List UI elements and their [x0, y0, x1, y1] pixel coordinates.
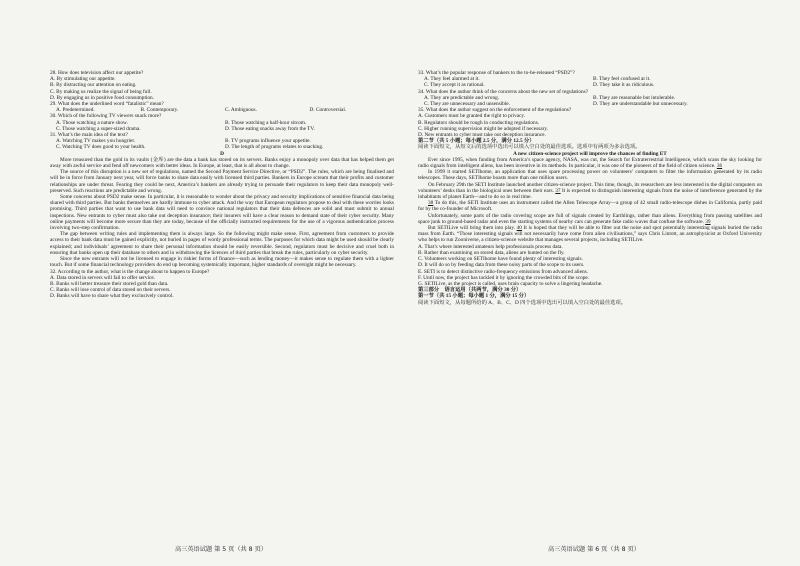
- question-28-option-b: B. By distracting our attention on eating.: [50, 82, 137, 89]
- question-29-option-c: C. Ambiguous.: [225, 107, 257, 114]
- et-paragraph-2-text: In 1999 it started SETIhome, an application that uses spare processing power on volunteers’ computers to filter the information generated by its radio telescopes. These days, SETIhome boasts more than one million users.: [418, 169, 762, 182]
- et-option-g: G. SETILive, as the project is called, uses brain capacity to solve a lingering headache.: [418, 280, 603, 287]
- question-32-option-c: C. Banks will lose control of data stored on their servers.: [50, 287, 171, 294]
- passage-d-heading: D: [220, 150, 224, 157]
- question-28-option-d: D. By engaging us in positive food consumption.: [50, 94, 155, 101]
- et-paragraph-2: [418, 169, 762, 181]
- question-28-stem: 28. How does television affect our appetite?: [50, 70, 144, 76]
- question-33-options-cd: [424, 82, 762, 88]
- question-34-option-a: A. They are predictable and wrong.: [424, 94, 500, 101]
- question-31-stem: 31. What’s the main idea of the text?: [50, 132, 128, 139]
- et-paragraph-6-text-b: It is hoped that they will be able to filter out the noise and spot potentially interesting signals buried the radio mass from Earth. “Those interesting signals will not necessarily have come from alien civilisations,” says Chris Lintott, an astrophysicist at Oxford University who helps to run Zooniverse, a citizen-science website that manages several projects, including SETILive.: [418, 225, 762, 244]
- question-32-option-d: D. Banks will have to share what they exclusively control.: [50, 293, 174, 300]
- question-29-option-b: B. Contemporary.: [140, 107, 179, 114]
- question-31-option-c: C. Watching TV does good to your health.: [56, 144, 146, 151]
- et-paragraph-3: [418, 182, 762, 201]
- question-35-option-d: D. New entrants to cyber must take out deception insurance.: [418, 132, 546, 139]
- blank-40: 40: [516, 225, 522, 232]
- part-3-heading: 第三部分 语言运用（共两节，满分 30 分）: [418, 287, 522, 294]
- blank-39: 39: [705, 218, 711, 225]
- question-34-option-d: D. They are understandable but unnecessary.: [593, 101, 688, 108]
- passage-d-paragraph-5: Since the new entrants will not be licensed to engage in riskier forms of finance—such as lending money—it makes sense to regulate them with a lighter touch. But if some financial technology providers do end up becoming systemically important, higher standards of oversight might be necessary.: [50, 256, 394, 269]
- et-paragraph-3-text-a: On February 29th the SETI Institute launched another citizen-science project. This time, though, its researchers are less interested in the digital computers on volunteers’ desks than in the biological ones between their ears.: [418, 181, 762, 194]
- et-paragraph-3-text-b: It is expected to distinguish interesting signals from the noise of interference generated by the inhabitants of planet Earth—and to do so in real time.: [418, 187, 762, 201]
- question-30-option-b: B. Those watching a half-hour sitcom.: [225, 119, 307, 126]
- question-34-option-c: C. They are unnecessary and unsensible.: [424, 101, 510, 108]
- question-34-option-b: B. They are reasonable but intolerable.: [593, 94, 676, 101]
- passage-d-paragraph-2: The source of this disruption is a new set of regulations, named the Second Payment Service Directive, or “PSD2”. The rules, which are being finalised and will be in force from January next year, will force banks to share data easily with licensed third parties. Bankers in Europe scream that their profits and customer relationships are under threat. Fearing they could be next, America’s bankers are already trying to persuade their regulators to keep their data monopoly well-preserved. Such reactions are predictable and wrong.: [50, 169, 394, 194]
- et-paragraph-5: [418, 213, 762, 225]
- question-29-option-a: A. Predetermined.: [56, 107, 95, 114]
- right-column: [418, 70, 762, 306]
- et-option-c: C. Volunteers working on SETIhome have found plenty of interesting signals.: [418, 256, 583, 263]
- question-35-option-c: C. Higher running supervision might be adopted if necessary.: [418, 125, 548, 132]
- page-footer-left: 高三英语试题 第 5 页（共 8 页）: [175, 546, 267, 553]
- et-paragraph-6-text-a: But SETILive will bring them into play.: [428, 225, 517, 232]
- blank-36: 36: [716, 163, 723, 170]
- et-option-e: E. SETI is to detect distinctive radio-frequency emissions from advanced aliens.: [418, 268, 589, 275]
- et-paragraph-5-text: Unfortunately, some parts of the radio covering scope are full of signals created by Earthlings, rather than aliens. Everything from passing satellites and space junk to ground-based radar and even the starting systems of nearby cars can generate fake radio waves that confuse the software.: [418, 212, 762, 225]
- part-3-instruction: 阅读下面短文，从每题所给的 A、B、C、D 四个选项中选出可以填入空白处的最佳选项。: [418, 299, 627, 306]
- question-31-option-d: D. The length of programs relates to snacking.: [225, 144, 324, 151]
- question-35-option-b: B. Regulators should be rough in conducting regulations.: [418, 119, 540, 126]
- blank-38: 38: [428, 200, 434, 207]
- part-3-section-1-heading: 第一节（共 15 小题；每小题 1 分，满分 15 分）: [418, 293, 530, 300]
- question-32-stem: 32. According to the author, what is the change about to happen to Europe?: [50, 268, 210, 275]
- question-33-option-d: D. They take it as ridiculous.: [593, 82, 655, 89]
- passage-et-title: A new citizen-science project will improve the chances of finding ET: [513, 150, 667, 157]
- question-31-option-a: A. Watching TV makes you hungrier.: [56, 138, 136, 145]
- et-option-a: A. That’s where interested amateurs help professionals process data.: [418, 243, 563, 250]
- question-35-stem: 35. What does the author suggest on the enforcement of the regulations?: [418, 107, 572, 114]
- et-paragraph-4: [418, 200, 762, 212]
- section-2-instruction: 阅读下面短文，从短文后的选项中选出可以填入空白处的最佳选项。选项中有两项为多余选项。: [418, 144, 641, 151]
- left-column: [50, 70, 394, 300]
- question-33-stem: 33. What’s the popular response of bankers to the to-be-released “PSD2”?: [418, 70, 575, 76]
- et-paragraph-4-text: To do this, the SETI Institute uses an instrument called the Allen Telescope Array—a group of 42 small radio-telescope dishes in California, partly paid for by the co-founder of Microsoft.: [418, 200, 762, 213]
- question-28-option-a: A. By stimulating our appetite.: [50, 76, 116, 83]
- question-35-option-a: A. Customers must be granted the right to privacy.: [418, 113, 526, 120]
- passage-d-paragraph-3: Some concerns about PSD2 make sense. In particular, it is reasonable to wonder about the privacy and security implications of sensitive financial data being shared with third parties. But banks themselves are hardly immune to cyber attack. And the way that European regulators propose to deal with these worries looks promising. Third parties that want to use bank data will need to convince national regulators that their data defences are solid and must submit to annual inspections. New entrants to cyber must also take out deception insurance; their insurers will have a clear reason to demand state of their cyber security. Many online payments will become more secure than they are today, because of the officially instructed requirements for the use of a vigorous authentication process involving two-step confirmation.: [50, 194, 394, 232]
- passage-d-paragraph-4: The gap between writing rules and implementing them is always large. So the following might make sense. First, agreement from customers to provide access to their bank data must be gained explicitly, not buried in pages of wordy professional terms. The purposes for which data might be used should be clearly explained; and individuals’ agreement to share their personal information should be easily reversible. Second, regulators must be decisive and cruel both in ensuring that banks open up their database to others and in withdrawing the licences of third parties that break the rules, particularly on cyber security.: [50, 231, 394, 256]
- et-option-d: D. It will do so by feeding data from these noisy parts of the scope to its users.: [418, 262, 585, 269]
- et-option-b: B. Rather than examining on stored data, aliens are hunted on the fly.: [418, 249, 565, 256]
- question-32-option-b: B. Banks will better treasure their stored gold than data.: [50, 280, 169, 287]
- question-31-option-b: B. TV programs influence your appetite.: [225, 138, 311, 145]
- question-30-option-a: A. Those watching a nature show.: [56, 119, 128, 126]
- question-33-option-a: A. They feel alarmed at it.: [424, 76, 480, 83]
- question-30-option-d: D. Those eating snacks away from the TV.: [225, 125, 315, 132]
- question-29-option-d: D. Controversial.: [309, 107, 347, 114]
- question-32-option-a: A. Data stored in servers will fail to offer service.: [50, 274, 156, 281]
- question-34-stem: 34. What does the author think of the concerns about the new set of regulations?: [418, 88, 589, 95]
- question-31-options-cd: [56, 144, 394, 150]
- et-paragraph-1: [418, 157, 762, 169]
- question-33-option-b: B. They feel confused at it.: [593, 76, 651, 83]
- section-2-heading: 第二节（共 5 小题；每小题 2.5 分，满分 12.5 分）: [418, 138, 535, 145]
- blank-37: 37: [555, 187, 561, 194]
- et-paragraph-1-text: Ever since 1995, when funding from America’s space agency, NASA, was cut, the Search for Extraterrestrial Intelligence, which scans the sky looking for radio signals from intelligent aliens, has been inventive in its methods. In particular, it was one of the pioneers of the field of citizen science.: [418, 156, 762, 170]
- et-option-f: F. Until now, the project has tackled it by ignoring the crowded bits of the scope.: [418, 274, 590, 281]
- passage-d-paragraph-1: More treasured than the gold in its vaults (金库) are the data a bank has stored on its servers. Banks enjoy a monopoly over data that has helped them get away with awful service and fend off newcomers with better ideas. In Europe, at least, that is all about to change.: [50, 156, 394, 170]
- question-33-option-c: C. They accept it as rational.: [424, 82, 485, 89]
- et-paragraph-6: [418, 225, 762, 244]
- question-29-stem: 29. What does the underlined word “fatalistic” mean?: [50, 101, 164, 108]
- question-30-stem: 30. Which of the following TV viewers snack more?: [50, 113, 162, 120]
- page-footer-right: 高三英语试题 第 6 页（共 8 页）: [548, 546, 640, 553]
- question-28-option-c: C. By making us realize the signal of being full.: [50, 88, 152, 95]
- question-30-option-c: C. Those watching a super-sized drama.: [56, 125, 141, 132]
